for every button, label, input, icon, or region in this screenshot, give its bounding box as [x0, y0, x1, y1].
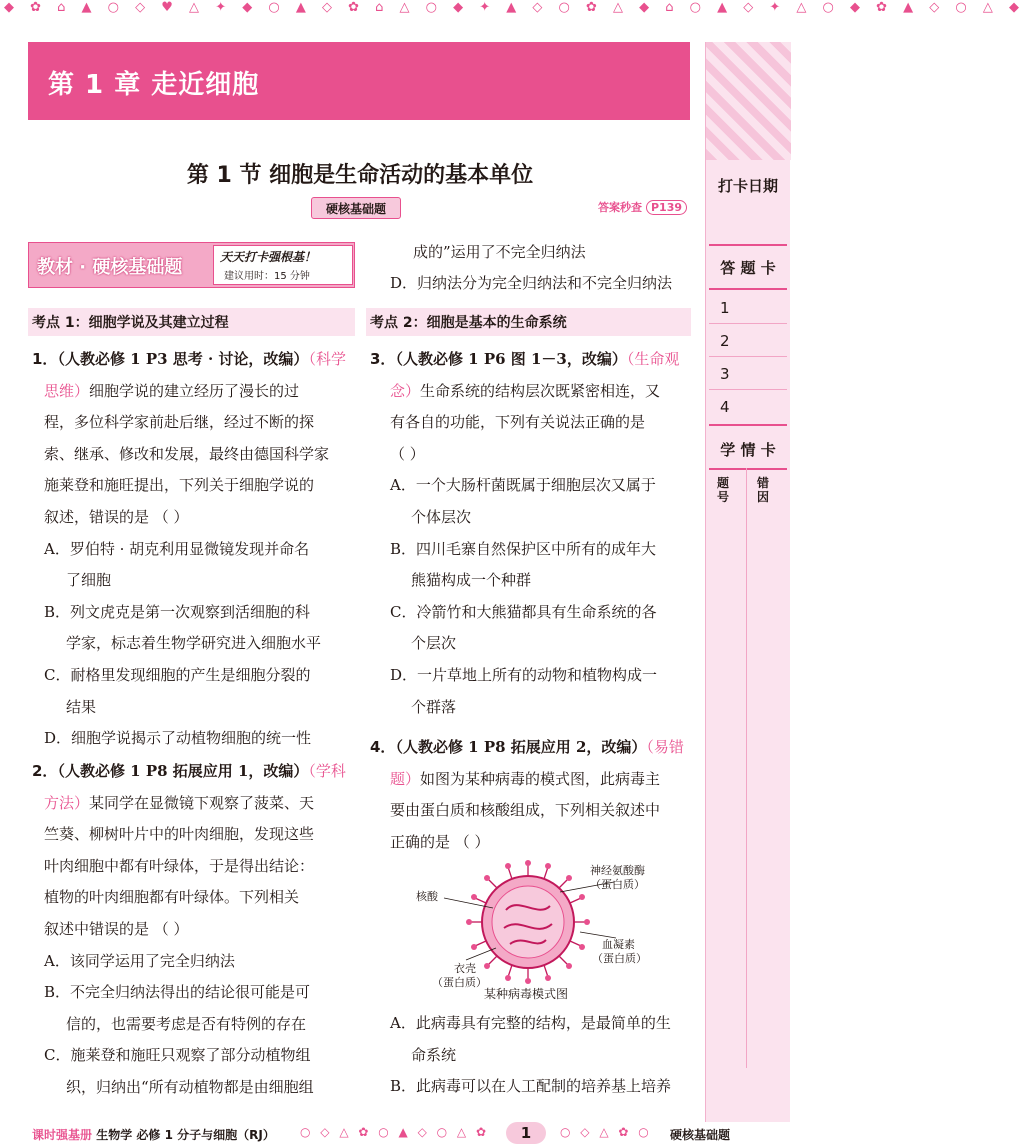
q2-stem-line: [44, 887, 299, 907]
q3-stem-line-part-3: 生命系统的结构层次既紧密相连，又: [420, 381, 661, 400]
q1-stem-line-part-3: 叙述，错误的是 （ ）: [44, 508, 189, 526]
q2-stem-line: [32, 761, 346, 781]
q2-stem-line: [44, 793, 314, 813]
q2-option-line: B．不完全归纳法得出的结论很可能是可: [44, 983, 311, 1002]
q1-stem-line: [32, 349, 346, 369]
q1-stem-line: [44, 412, 314, 432]
sidebar-decoration: [706, 42, 791, 160]
q3-option-line: B．四川毛寨自然保护区中所有的成年大: [390, 539, 657, 558]
q1-option-line: D．细胞学说揭示了动植物细胞的统一性: [44, 729, 312, 748]
q3-option-line: C．冷箭竹和大熊猫都具有生命系统的各: [390, 602, 657, 621]
answer-slot-1[interactable]: 1: [720, 299, 730, 317]
q2-stem-line-part-2: （学科: [308, 762, 346, 780]
sidebar-thin-line: [709, 356, 787, 357]
label-nucleic-acid: 核酸: [416, 890, 438, 903]
q2-stem-line: [44, 824, 314, 844]
banner-slogan-box: [213, 245, 353, 285]
q1-stem-line: [44, 381, 299, 401]
q4-option-line: 命系统: [411, 1045, 457, 1064]
q1-stem-line-part-2: （科学: [308, 350, 346, 368]
q2-stem-line-part-3: 竺葵、柳树叶片中的叶肉细胞，发现这些: [44, 825, 315, 844]
top-decoration: ◆ ✿ ⌂ ▲ ○ ◇ ♥ △ ✦ ◆ ○ ▲ ◇ ✿ ⌂ △ ○ ◆ ✦ ▲ ◇ ○ ✿ △ ◆ ⌂ ○ ▲ ◇ ✦ △ ○ ◆ ✿ ▲ ◇ ○ △ ◆: [4, 0, 1025, 15]
footer-book-info: [32, 1126, 275, 1143]
label-capsid-protein: （蛋白质）: [432, 976, 487, 989]
footer-book: 必修 1 分子与细胞（RJ）: [136, 1128, 275, 1142]
q4-stem-line-part-3: 正确的是 （ ）: [390, 832, 490, 851]
q4-stem-line-part-3: 如图为某种病毒的模式图，此病毒主: [420, 769, 661, 788]
q1-stem-line-part-3: 程，多位科学家前赴后继，经过不断的探: [44, 413, 315, 432]
q4-stem-line: [370, 737, 684, 757]
chapter-title: 第 1 章 走近细胞: [48, 70, 260, 100]
sidebar-divider: [709, 288, 787, 290]
q4-stem-line: [390, 832, 490, 852]
q3-stem-line: [390, 412, 645, 432]
label-capsid: 衣壳: [454, 962, 476, 975]
q3-stem-line-part-1: （人教必修 1 P6 图 1－3，改编）: [395, 350, 627, 368]
sidebar-card: [705, 42, 790, 1122]
q1-option-line: 了细胞: [66, 571, 112, 590]
q2-stem-line-part-0: 2．: [32, 762, 58, 780]
q3-option-line: D．一片草地上所有的动物和植物构成一: [390, 666, 658, 684]
figure-caption: 某种病毒模式图: [484, 987, 569, 1001]
label-hemagglutinin-protein: （蛋白质）: [592, 952, 647, 965]
q2-option-line: C．施莱登和施旺只观察了部分动植物组: [44, 1046, 311, 1065]
q2-option-line: 织，归纳出“所有动植物都是由细胞组: [66, 1078, 314, 1096]
answer-page-badge[interactable]: P139: [646, 200, 687, 215]
virus-figure: [418, 860, 668, 1000]
q1-option-line: 学家，标志着生物学研究进入细胞水平: [66, 634, 322, 653]
q1-stem-line-part-2: 思维）: [44, 381, 90, 400]
q3-stem-line-part-3: 有各自的功能，下列有关说法正确的是: [390, 413, 646, 432]
q4-stem-line-part-2: （易错: [646, 738, 684, 756]
q1-stem-line-part-3: 细胞学说的建立经历了漫长的过: [89, 381, 300, 400]
footer-brand: 硬核基础题: [670, 1128, 731, 1142]
knowledge-point-1: 考点 1：细胞学说及其建立过程: [28, 308, 355, 336]
banner-title: 教材 · 硬核基础题: [37, 257, 183, 278]
q1-option-line: B．列文虎克是第一次观察到活细胞的科: [44, 602, 311, 621]
q3-stem-line-part-2: （生命观: [626, 350, 680, 368]
q1-option-line: C．耐格里发现细胞的产生是细胞分裂的: [44, 666, 311, 684]
answer-lookup-label: 答案秒查: [598, 201, 642, 214]
q3-stem-line-part-3: （ ）: [390, 444, 425, 463]
q2-stem-line-part-3: 叙述中错误的是 （ ）: [44, 920, 189, 938]
q1-stem-line-part-3: 施莱登和施旺提出，下列关于细胞学说的: [44, 476, 315, 495]
q4-stem-line: [390, 800, 660, 820]
sidebar-thin-line: [709, 323, 787, 324]
sidebar-divider: [709, 468, 787, 470]
q3-stem-line: [390, 381, 660, 401]
label-neuraminidase-protein: （蛋白质）: [590, 878, 645, 891]
q1-stem-line-part-1: （人教必修 1 P3 思考 · 讨论，改编）: [57, 350, 309, 368]
q3-option-line: 熊猫构成一个种群: [411, 571, 532, 590]
q3-option-line: 个体层次: [411, 508, 472, 526]
answer-slot-2[interactable]: 2: [720, 332, 730, 350]
column-question-no: 题号: [716, 476, 729, 504]
q2-stem-line-part-3: 叶肉细胞中都有叶绿体，于是得出结论：: [44, 856, 315, 875]
q1-stem-line: [44, 444, 329, 464]
page-number: 1: [506, 1122, 546, 1144]
q1-option-line: A．罗伯特 · 胡克利用显微镜发现并命名: [44, 539, 310, 558]
q2-continuation: 成的”运用了不完全归纳法: [413, 243, 586, 261]
label-hemagglutinin: 血凝素: [602, 938, 635, 951]
answer-slot-4[interactable]: 4: [720, 398, 730, 416]
q3-option-line: 个层次: [411, 634, 457, 653]
q3-stem-line: [390, 444, 425, 464]
q3-option-line: 个群落: [411, 697, 457, 716]
q2-stem-line-part-1: （人教必修 1 P8 拓展应用 1，改编）: [57, 762, 309, 780]
q4-stem-line: [390, 769, 660, 789]
q2-stem-line-part-3: 某同学在显微镜下观察了菠菜、天: [89, 793, 315, 812]
footer-decoration: ○ ◇ △ ✿ ○ ▲ ◇ ○ △ ✿: [300, 1125, 489, 1139]
label-neuraminidase: 神经氨酸酶: [590, 864, 645, 877]
q2-option-d: D．归纳法分为完全归纳法和不完全归纳法: [390, 274, 673, 292]
checkin-date-label: 打卡日期: [717, 176, 778, 195]
q4-option-line: A．此病毒具有完整的结构，是最简单的生: [390, 1014, 671, 1032]
q2-stem-line-part-2: 方法）: [44, 793, 90, 812]
q3-stem-line: [370, 349, 679, 369]
q1-stem-line: [44, 475, 314, 495]
footer-series: 课时强基册: [32, 1128, 93, 1142]
sidebar-thin-line: [709, 389, 787, 390]
q4-stem-line-part-1: （人教必修 1 P8 拓展应用 2，改编）: [395, 738, 647, 756]
knowledge-point-2: 考点 2：细胞是基本的生命系统: [366, 308, 691, 336]
section-title: 第 1 节 细胞是生命活动的基本单位: [186, 163, 534, 188]
q4-stem-line-part-3: 要由蛋白质和核酸组成，下列相关叙述中: [390, 801, 661, 820]
sidebar-divider: [709, 424, 787, 426]
answer-slot-3[interactable]: 3: [720, 365, 730, 383]
q1-stem-line-part-3: 索、继承、修改和发展，最终由德国科学家: [44, 444, 330, 463]
core-basic-tag: 硬核基础题: [311, 197, 401, 219]
q4-stem-line-part-0: 4．: [370, 738, 396, 756]
footer-decoration: ○ ◇ △ ✿ ○: [560, 1125, 652, 1139]
q3-stem-line-part-2: 念）: [390, 381, 421, 400]
q4-option-line: B．此病毒可以在人工配制的培养基上培养: [390, 1077, 672, 1096]
q2-stem-line-part-3: 植物的叶肉细胞都有叶绿体。下列相关: [44, 888, 300, 907]
q2-stem-line: [44, 919, 189, 939]
suggested-time: 建议用时：15 分钟: [224, 271, 310, 282]
q2-option-line: A．该同学运用了完全归纳法: [44, 951, 235, 970]
column-error-reason: 错因: [756, 476, 769, 504]
page-footer: [0, 1122, 790, 1147]
banner-slogan: 天天打卡强根基！: [220, 250, 317, 264]
q3-stem-line-part-0: 3．: [370, 350, 396, 368]
q2-stem-line: [44, 856, 314, 876]
textbook-banner: [28, 242, 355, 288]
answer-card-label: 答 题 卡: [720, 258, 776, 277]
learning-card-label: 学 情 卡: [720, 440, 776, 459]
q3-option-line: A．一个大肠杆菌既属于细胞层次又属于: [390, 476, 656, 495]
sidebar-divider: [709, 244, 787, 246]
answer-lookup[interactable]: [598, 199, 687, 215]
q4-stem-line-part-2: 题）: [390, 769, 421, 788]
q1-stem-line-part-0: 1．: [32, 350, 58, 368]
footer-subject: 生物学: [96, 1128, 133, 1142]
q1-option-line: 结果: [66, 697, 97, 716]
q2-option-line: 信的，也需要考虑是否有特例的存在: [66, 1014, 307, 1033]
sidebar-column-divider: [746, 468, 747, 1068]
q1-stem-line: [44, 507, 189, 527]
